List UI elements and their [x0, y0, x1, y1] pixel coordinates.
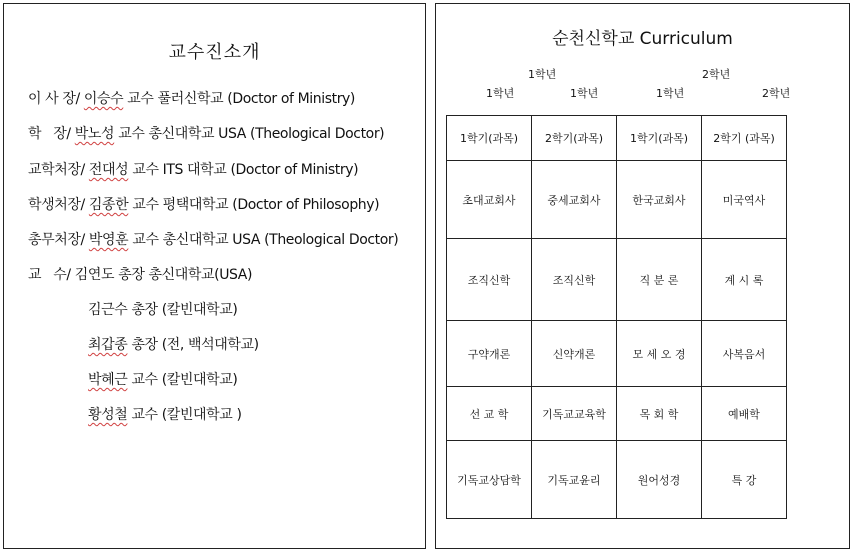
table-cell: 한국교회사 [617, 161, 702, 239]
faculty-name: 이승수 [83, 91, 124, 107]
faculty-detail: 교수 (칼빈대학교) [131, 372, 238, 388]
faculty-name: 김종한 [88, 197, 129, 213]
table-cell: 미국역사 [702, 161, 787, 239]
faculty-role: 학생처장/ [28, 197, 85, 213]
table-row [447, 116, 787, 161]
table-cell: 원어성경 [617, 441, 702, 519]
faculty-detail: 교수 총신대학교 USA (Theological Doctor) [132, 232, 399, 248]
year-header: 1학년 [528, 68, 557, 81]
faculty-row [28, 229, 398, 249]
sub-header: 1학년 [570, 87, 599, 100]
faculty-detail: 교수 총신대학교 USA (Theological Doctor) [118, 126, 385, 142]
faculty-row [88, 404, 242, 424]
sub-header: 2학년 [762, 87, 791, 100]
faculty-row [88, 369, 237, 389]
table-cell: 기독교상담학 [447, 441, 532, 519]
table-cell: 조직신학 [447, 239, 532, 321]
table-row [447, 239, 787, 321]
faculty-row [28, 264, 252, 284]
faculty-name: 최갑종 [88, 337, 128, 353]
faculty-row [28, 194, 379, 214]
faculty-role: 이 사 장/ [28, 91, 80, 107]
table-row [447, 387, 787, 441]
faculty-name: 김연도 [74, 267, 115, 283]
table-cell: 1학기(과목) [617, 116, 702, 161]
table-cell: 목 회 학 [617, 387, 702, 441]
faculty-name: 박영훈 [88, 232, 129, 248]
table-cell: 초대교회사 [447, 161, 532, 239]
table-cell: 선 교 학 [447, 387, 532, 441]
faculty-role: 교학처장/ [28, 162, 85, 178]
curriculum-table [446, 115, 787, 519]
table-cell: 모 세 오 경 [617, 321, 702, 387]
faculty-row [88, 334, 259, 354]
table-cell: 예배학 [702, 387, 787, 441]
table-cell: 2학기 (과목) [702, 116, 787, 161]
table-row [447, 321, 787, 387]
faculty-role: 교 수/ [28, 267, 71, 283]
table-cell: 계 시 록 [702, 239, 787, 321]
year-header: 2학년 [702, 68, 731, 81]
faculty-detail: 교수 (칼빈대학교 ) [131, 407, 242, 423]
faculty-name: 황성철 [88, 407, 128, 423]
table-cell: 특 강 [702, 441, 787, 519]
curriculum-title: 순천신학교 Curriculum [552, 29, 733, 49]
faculty-name: 박노성 [74, 126, 115, 142]
faculty-role: 총무처장/ [28, 232, 85, 248]
faculty-detail: 교수 ITS 대학교 (Doctor of Ministry) [132, 162, 359, 178]
faculty-name: 김근수 [88, 302, 128, 318]
sub-header: 1학년 [656, 87, 685, 100]
faculty-name: 전대성 [88, 162, 129, 178]
faculty-name: 박혜근 [88, 372, 128, 388]
table-cell: 기독교윤리 [532, 441, 617, 519]
faculty-row [28, 88, 355, 108]
table-cell: 기독교교육학 [532, 387, 617, 441]
faculty-detail: 교수 평택대학교 (Doctor of Philosophy) [132, 197, 380, 213]
faculty-detail: 총장 총신대학교(USA) [118, 267, 253, 283]
table-cell: 중세교회사 [532, 161, 617, 239]
table-cell: 신약개론 [532, 321, 617, 387]
faculty-title: 교수진소개 [168, 42, 261, 63]
table-cell: 2학기(과목) [532, 116, 617, 161]
table-cell: 직 분 론 [617, 239, 702, 321]
faculty-role: 학 장/ [28, 126, 71, 142]
table-cell: 구약개론 [447, 321, 532, 387]
faculty-detail: 총장 (칼빈대학교) [131, 302, 238, 318]
faculty-row [88, 299, 237, 319]
table-cell: 사복음서 [702, 321, 787, 387]
faculty-detail: 총장 (전, 백석대학교) [131, 337, 259, 353]
table-cell: 조직신학 [532, 239, 617, 321]
faculty-detail: 교수 풀러신학교 (Doctor of Ministry) [127, 91, 355, 107]
table-cell: 1학기(과목) [447, 116, 532, 161]
faculty-row [28, 159, 358, 179]
table-row [447, 441, 787, 519]
table-row [447, 161, 787, 239]
faculty-row [28, 123, 384, 143]
sub-header: 1학년 [486, 87, 515, 100]
